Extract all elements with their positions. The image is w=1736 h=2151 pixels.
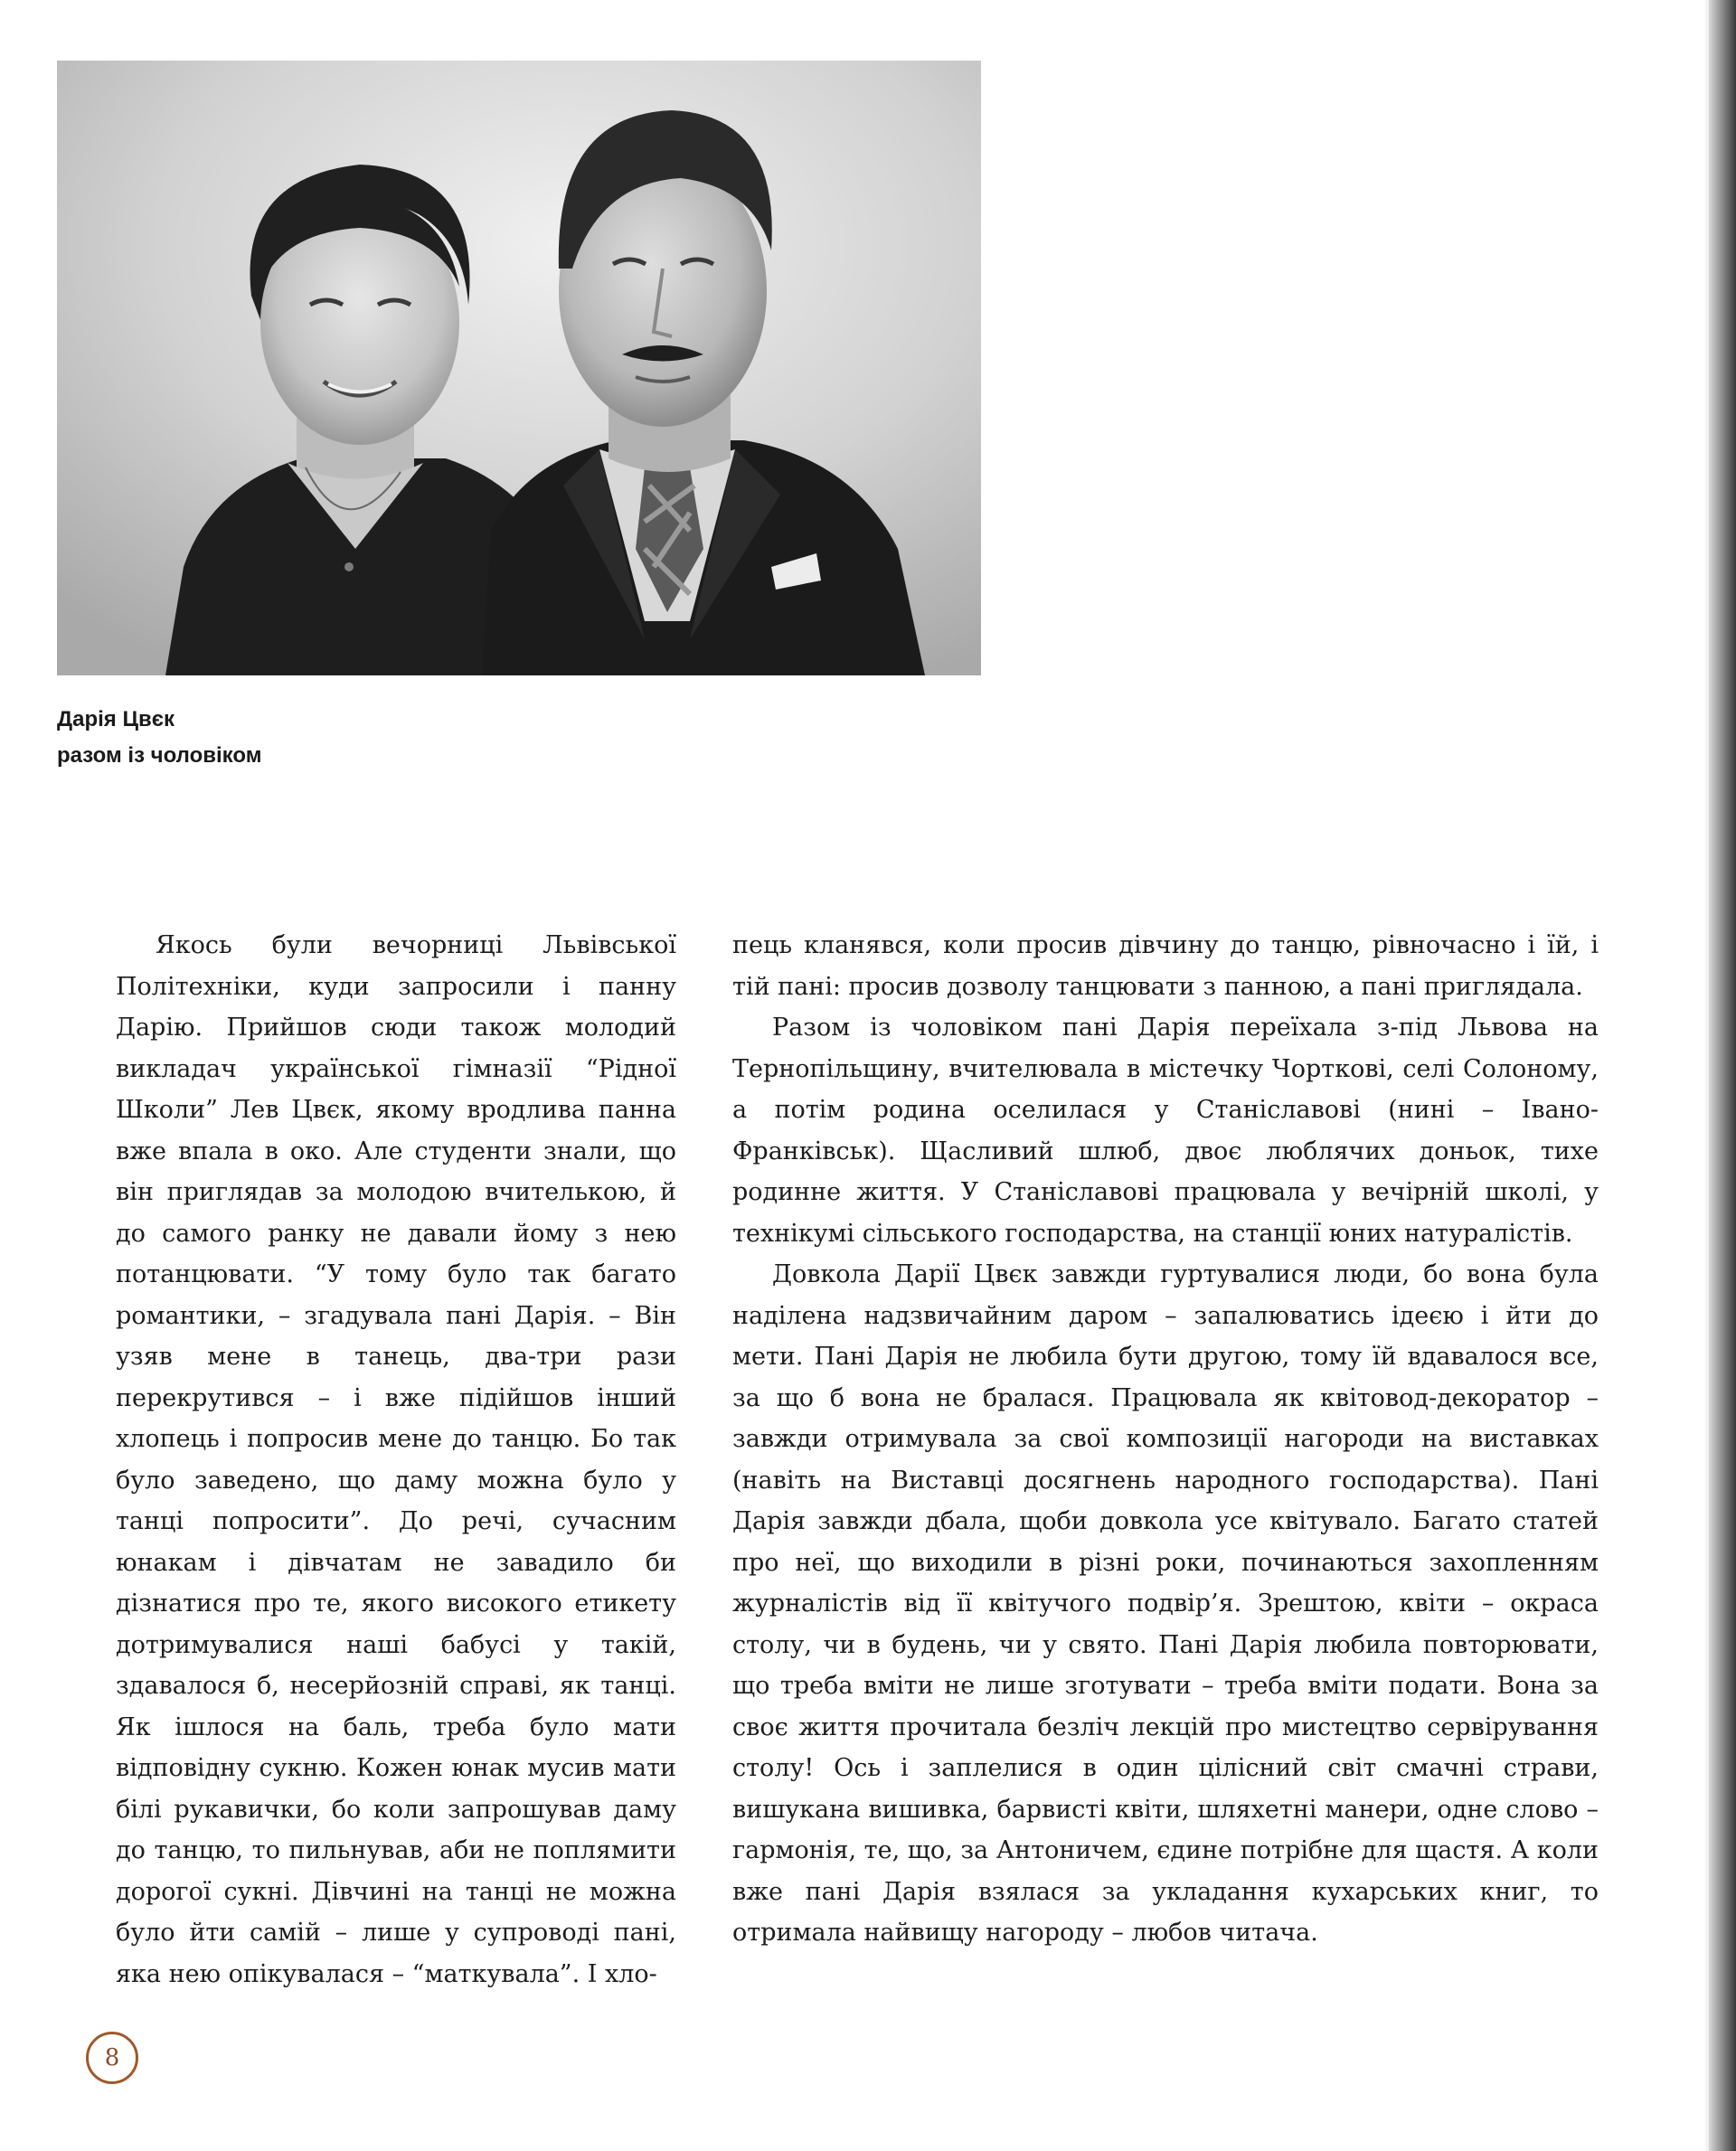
- portrait-photo: [57, 61, 981, 675]
- caption-line-2: разом із чоловіком: [57, 743, 262, 768]
- page-number: 8: [86, 2032, 138, 2084]
- page-edge-shadow: [1709, 0, 1736, 2151]
- left-text-column: [116, 925, 676, 1995]
- photo-caption: [57, 702, 261, 774]
- paragraph: Якось були вечорниці Львівської Політехніки, куди запросили і панну Дарію. Прийшов сюди також молодий викладач української гімназії “Рідної Школи” Лев Цвєк, якому вродлива панна вже впала в око. Але студенти знали, що він приглядав за молодою вчителькою, й до самого ранку не давали йому з нею потанцювати. “У тому було так багато романтики, – згадувала пані Дарія. – Він узяв мене в танець, два-три рази перекрутився – і вже підійшов інший хлопець і попросив мене до танцю. Бо так було заведено, що даму можна було у танці попросити”. До речі, сучасним юнакам і дівчатам не завадило би дізнатися про те, якого високого етикету дотримувалися наші бабусі у такій, здавалося б, несерйозній справі, як танці. Як ішлося на баль, треба було мати відповідну сукню. Кожен юнак мусив мати білі рукавички, бо коли запрошував даму до танцю, то пильнував, аби не поплямити дорогої сукні. Дівчині на танці не можна було йти самій – лише у супроводі пані, яка нею опікувалася – “маткувала”. І хло-: [116, 931, 676, 1988]
- paragraph: пець кланявся, коли просив дівчину до танцю, рівночасно і їй, і тій пані: просив дозволу танцювати з панною, а пані приглядала.: [732, 931, 1599, 1001]
- paragraph: Довкола Дарії Цвєк завжди гуртувалися люди, бо вона була наділена надзвичайним даром – запалюватись ідеєю і йти до мети. Пані Дарія не любила бути другою, тому їй вдавалося все, за що б вона не бралася. Працювала як квітовод-декоратор – завжди отримувала за свої композиції нагороди на виставках (навіть на Виставці досягнень народного господарства). Пані Дарія завжди дбала, щоби довкола усе квітувало. Багато статей про неї, що виходили в різні роки, починаються захопленням журналістів від її квітучого подвір’я. Зрештою, квіти – окраса столу, чи в будень, чи у свято. Пані Дарія любила повторювати, що треба вміти не лише зготувати – треба вміти подати. Вона за своє життя прочитала безліч лекцій про мистецтво сервірування столу! Ось і заплелися в один цілісний світ смачні страви, вишукана вишивка, барвисті квіти, шляхетні манери, одне слово – гармонія, те, що, за Антоничем, єдине потрібне для щастя. А коли вже пані Дарія взялася за укладання кухарських книг, то отримала найвищу нагороду – любов читача.: [732, 1260, 1599, 1947]
- caption-line-1: Дарія Цвєк: [57, 707, 175, 731]
- portrait-photo-icon: [57, 61, 981, 675]
- paragraph: Разом із чоловіком пані Дарія переїхала з-під Львова на Тернопільщину, вчителювала в містечку Чорткові, селі Солоному, а потім родина оселилася у Станіславові (нині – Івано-Франківськ). Щасливий шлюб, двоє люблячих доньок, тихе родинне життя. У Станіславові працювала у вечірній школі, у технікумі сільського господарства, на станції юних натуралістів.: [732, 1014, 1599, 1248]
- right-text-column: [732, 925, 1599, 1954]
